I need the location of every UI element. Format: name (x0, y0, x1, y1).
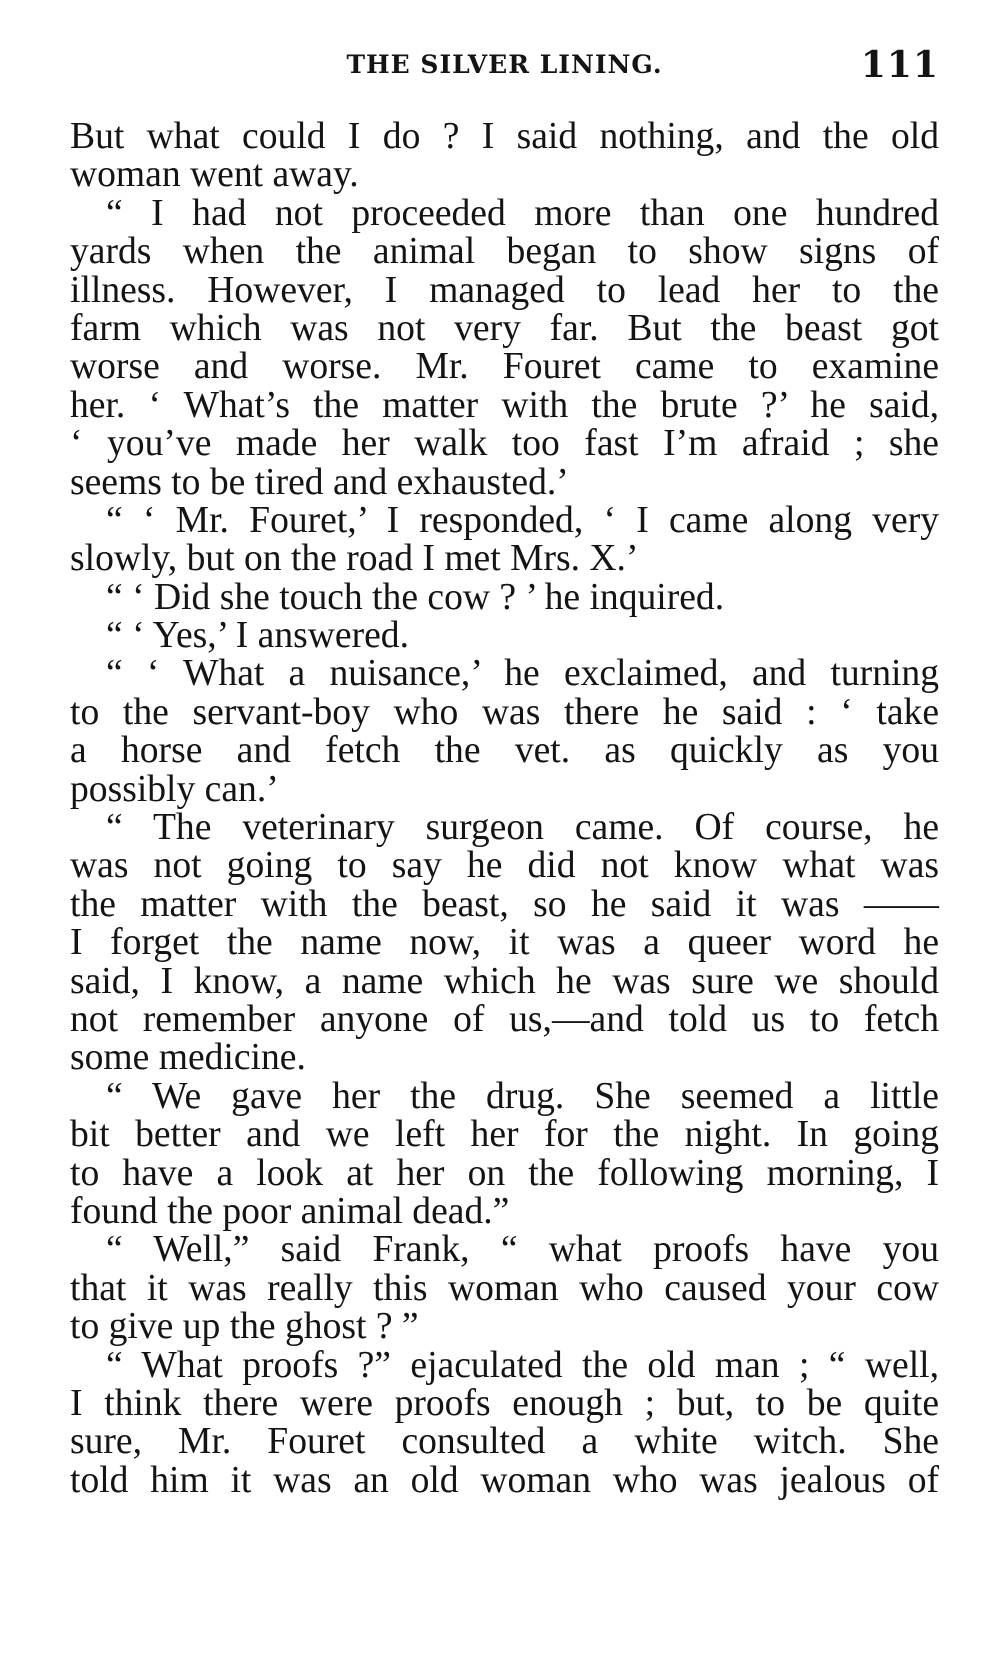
text-line: worse and worse. Mr. Fouret came to examine (70, 346, 939, 388)
text-line: “ We gave her the drug. She seemed a little (106, 1075, 939, 1117)
text-line: found the poor animal dead.” (70, 1190, 510, 1232)
text-line: the matter with the beast, so he said it was —— (70, 883, 939, 925)
text-line: “ The veterinary surgeon came. Of course, he (106, 807, 939, 849)
text-line: some medicine. (70, 1037, 306, 1079)
page-number: 111 (860, 44, 939, 86)
text-line: sure, Mr. Fouret consulted a white witch. She (70, 1421, 939, 1463)
text-line: to the servant-boy who was there he said : ‘ take (70, 691, 939, 733)
body-text (70, 118, 939, 1500)
text-line: “ ‘ Did she touch the cow ? ’ he inquired. (106, 576, 725, 618)
text-line: farm which was not very far. But the beast got (70, 307, 939, 349)
text-line: “ What proofs ?” ejaculated the old man ; “ well, (106, 1344, 939, 1386)
running-title: THE SILVER LINING. (346, 50, 663, 79)
text-line: illness. However, I managed to lead her to the (70, 269, 939, 311)
text-line: to have a look at her on the following morning, I (70, 1152, 939, 1194)
text-line: bit better and we left her for the night. In going (70, 1114, 939, 1156)
text-line: a horse and fetch the vet. as quickly as you (70, 730, 939, 772)
text-line: possibly can.’ (70, 768, 279, 810)
text-line: woman went away. (70, 154, 359, 196)
text-line: “ I had not proceeded more than one hundred (106, 192, 939, 234)
text-line: “ Well,” said Frank, “ what proofs have you (106, 1229, 939, 1271)
text-line: told him it was an old woman who was jealous of (70, 1459, 939, 1501)
text-line: I think there were proofs enough ; but, to be quite (70, 1382, 939, 1424)
text-line: not remember anyone of us,—and told us to fetch (70, 998, 939, 1040)
text-line: slowly, but on the road I met Mrs. X.’ (70, 538, 639, 580)
text-line: yards when the animal began to show signs of (70, 231, 939, 273)
text-line: her. ‘ What’s the matter with the brute ?’ he said, (70, 384, 939, 426)
text-line: I forget the name now, it was a queer word he (70, 922, 939, 964)
running-head (70, 44, 939, 94)
text-line: But what could I do ? I said nothing, and the old (70, 116, 939, 157)
text-line: “ ‘ What a nuisance,’ he exclaimed, and turning (106, 653, 939, 695)
text-line: that it was really this woman who caused your cow (70, 1267, 939, 1309)
text-line: ‘ you’ve made her walk too fast I’m afraid ; she (70, 423, 939, 465)
text-line: seems to be tired and exhausted.’ (70, 461, 569, 503)
text-line: said, I know, a name which he was sure we should (70, 960, 939, 1002)
text-line: “ ‘ Yes,’ I answered. (106, 615, 409, 657)
text-line: to give up the ghost ? ” (70, 1306, 419, 1348)
text-line: was not going to say he did not know what was (70, 845, 939, 887)
text-line: “ ‘ Mr. Fouret,’ I responded, ‘ I came along very (106, 499, 939, 541)
